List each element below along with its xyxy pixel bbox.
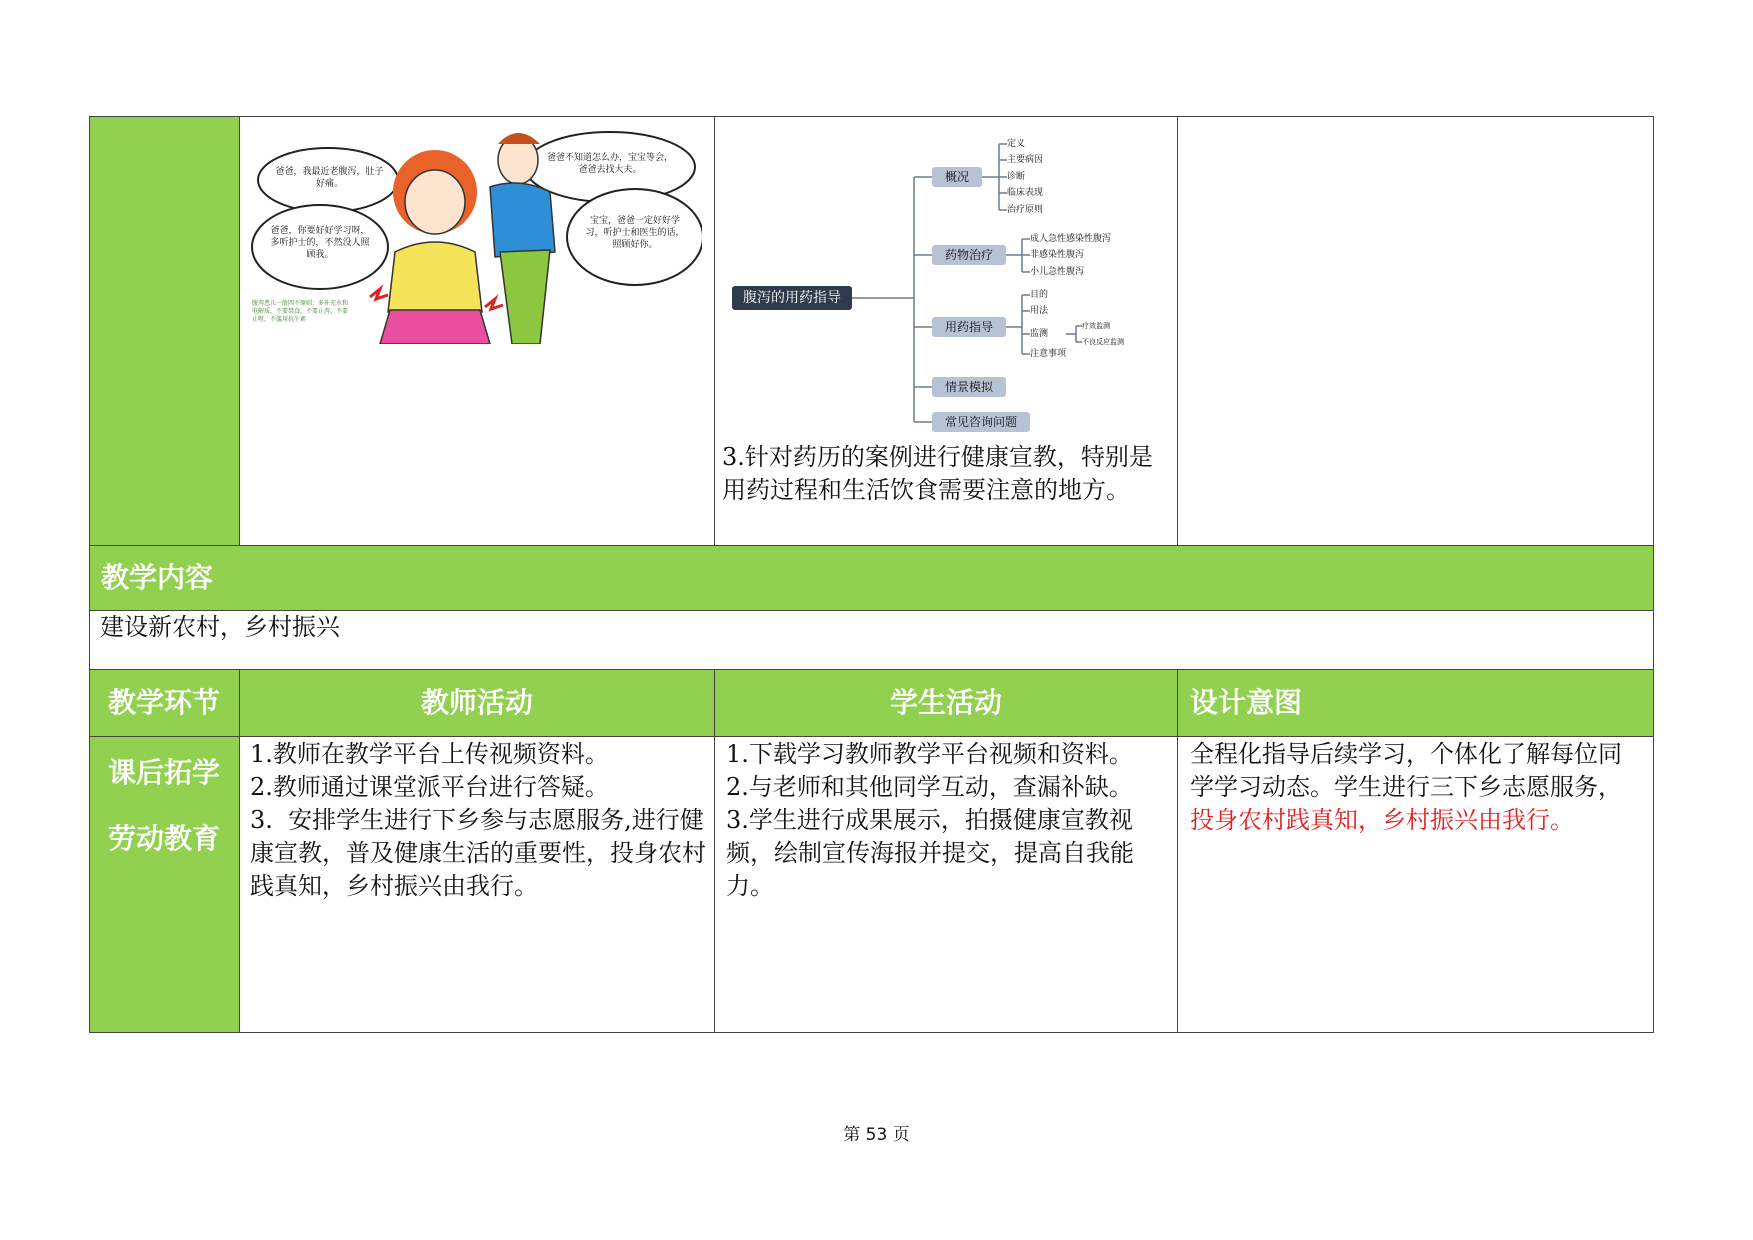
mindmap-subleaf: 疗效监测: [1082, 322, 1110, 330]
mindmap-leaf: 目的: [1030, 290, 1049, 300]
mindmap-leaf: 监测: [1030, 329, 1049, 339]
page-footer: [0, 1120, 1753, 1145]
teacher-item: 1.教师在教学平台上传视频资料。: [250, 740, 609, 768]
row1-stage-cell: [89, 116, 239, 545]
border: [89, 545, 1654, 546]
teacher-activity: [250, 738, 708, 903]
border: [714, 669, 715, 1033]
border: [89, 116, 90, 1033]
teacher-item: 3. 安排学生进行下乡参与志愿服务,进行健康宣教，普及健康生活的重要性，投身农村践真知，乡村振兴由我行。: [250, 806, 706, 900]
bubble-mid-right: 宝宝，爸爸一定好好学习，听护士和医生的话，照顾好你。: [585, 216, 685, 250]
mindmap: [714, 122, 1174, 442]
footer-suffix: 页: [892, 1125, 910, 1145]
border: [89, 736, 1654, 737]
border: [89, 1032, 1654, 1033]
border: [1177, 116, 1178, 545]
mindmap-leaf: 用法: [1030, 306, 1049, 316]
mindmap-branch-2: 用药指导: [932, 317, 1006, 337]
row1-student-text: 3.针对药历的案例进行健康宣教，特别是用药过程和生活饮食需要注意的地方。: [722, 443, 1153, 504]
mindmap-subleaf: 不良反应监测: [1082, 338, 1124, 346]
mindmap-leaf: 注意事项: [1030, 349, 1067, 359]
mindmap-leaf: 治疗原则: [1007, 205, 1044, 215]
border: [89, 610, 1654, 611]
header-student: 学生活动: [715, 670, 1177, 736]
mindmap-leaf: 非感染性腹泻: [1030, 250, 1085, 260]
mindmap-leaf: 定义: [1007, 139, 1026, 149]
mindmap-leaf: 主要病因: [1007, 155, 1044, 165]
bubble-mid-left: 爸爸，你要好好学习呀，多听护士的，不然没人照顾我。: [270, 226, 370, 260]
content-header: 教学内容: [89, 545, 1653, 610]
content-text: 建设新农村，乡村振兴: [100, 613, 340, 641]
header-design: 设计意图: [1178, 670, 1653, 736]
border: [1177, 669, 1178, 1033]
cartoon-illustration: [250, 122, 702, 344]
design-text: 全程化指导后续学习，个体化了解每位同学学习动态。学生进行三下乡志愿服务，: [1190, 740, 1622, 801]
design-intent: [1190, 738, 1645, 837]
cartoon-note: 腹泻患儿一般四不原则：多补充水和电解质，不要禁食，不要止泻，不要止呕，不滥用抗生素: [252, 300, 349, 323]
mindmap-leaf: 诊断: [1007, 172, 1026, 182]
design-highlight: 投身农村践真知，乡村振兴由我行。: [1190, 806, 1574, 834]
border: [239, 116, 240, 545]
header-stage: 教学环节: [89, 670, 239, 736]
mindmap-leaf: 临床表现: [1007, 188, 1044, 198]
mindmap-branch-0: 概况: [932, 167, 982, 187]
bubble-top-left: 爸爸，我最近老腹泻，肚子好痛。: [275, 167, 384, 189]
mindmap-branch-3: 情景模拟: [932, 377, 1006, 397]
footer-prefix: 第: [843, 1125, 861, 1145]
bubble-top-right: 爸爸不知道怎么办，宝宝等会，爸爸去找大夫。: [546, 153, 673, 175]
student-item: 3.学生进行成果展示，拍摄健康宣教视频，绘制宣传海报并提交，提高自我能力。: [726, 806, 1134, 900]
student-item: 2.与老师和其他同学互动，查漏补缺。: [726, 773, 1133, 801]
mindmap-leaf: 成人急性感染性腹泻: [1030, 234, 1112, 244]
student-activity: [726, 738, 1170, 903]
stage-cell: [89, 737, 239, 1032]
mindmap-leaf: 小儿急性腹泻: [1030, 267, 1085, 277]
student-item: 1.下载学习教师教学平台视频和资料。: [726, 740, 1133, 768]
teacher-item: 2.教师通过课堂派平台进行答疑。: [250, 773, 609, 801]
stage-label: 课后拓学: [107, 756, 220, 789]
header-teacher: 教师活动: [240, 670, 714, 736]
mindmap-branch-1: 药物治疗: [932, 245, 1006, 265]
page-number: 53: [865, 1125, 888, 1145]
mindmap-root: 腹泻的用药指导: [732, 286, 852, 310]
border: [1653, 116, 1654, 1033]
border: [239, 669, 240, 1033]
border: [714, 116, 715, 545]
stage-label: 劳动教育: [107, 822, 220, 855]
mindmap-branch-4: 常见咨询问题: [932, 412, 1030, 432]
border: [89, 669, 1654, 670]
border: [89, 116, 1654, 117]
